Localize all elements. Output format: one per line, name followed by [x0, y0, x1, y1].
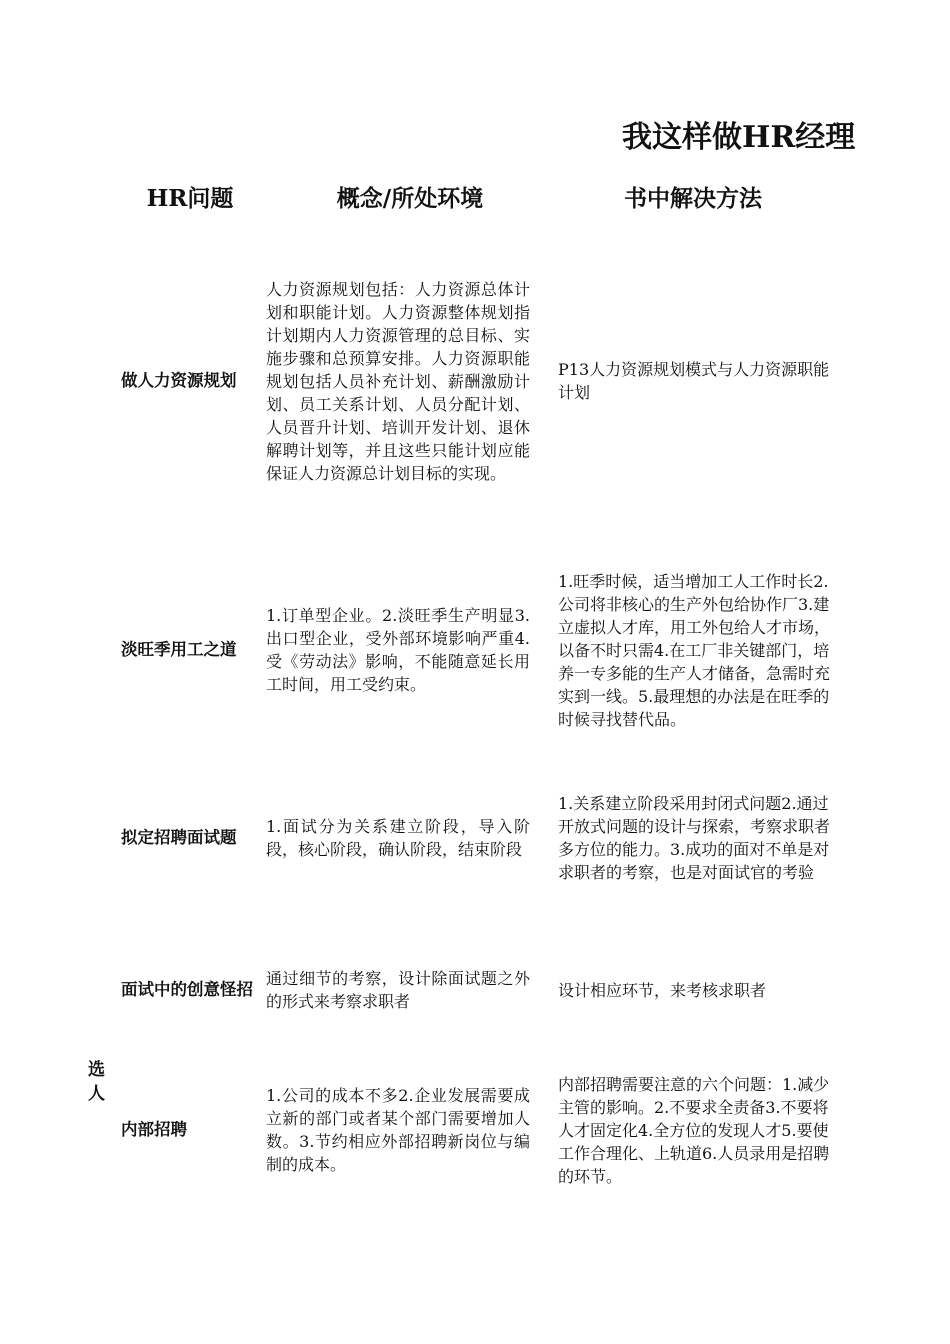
solution-cell: P13人力资源规划模式与人力资源职能计划: [558, 360, 830, 402]
solution-cell: 1.关系建立阶段采用封闭式问题2.通过开放式问题的设计与探索，考察求职者多方位的能力。3.成功的面对不单是对求职者的考察，也是对面试官的考验: [558, 794, 831, 882]
solution-cell: 1.旺季时候，适当增加工人工作时长2.公司将非核心的生产外包给协作厂3.建立虚拟人才库，用工外包给人才市场，以备不时只需4.在工厂非关键部门，培养一专多能的生产人才储备，急需时充实到一线。5.最理想的办法是在旺季的时候寻找替代品。: [558, 571, 831, 729]
table-row: [118, 962, 830, 1018]
column-header-hr-issue: HR问题: [146, 185, 234, 212]
issue-cell: 做人力资源规划: [121, 371, 237, 390]
document-title: 我这样做HR经理: [622, 120, 856, 155]
table-row: [118, 556, 830, 744]
concept-cell: 1.公司的成本不多2.企业发展需要成立新的部门或者某个部门需要增加人数。3.节约相应外部招聘新岗位与编制的成本。: [266, 1086, 530, 1174]
issue-cell: 内部招聘: [121, 1120, 187, 1139]
solution-cell: 设计相应环节，来考核求职者: [558, 980, 767, 1000]
concept-cell: 通过细节的考察，设计除面试题之外的形式来考察求职者: [266, 969, 530, 1011]
solution-cell: 内部招聘需要注意的六个问题：1.减少主管的影响。2.不要求全责备3.不要将人才固定化4.全方位的发现人才5.要使工作合理化、上轨道6.人员录用是招聘的环节。: [558, 1074, 830, 1186]
table-row: [118, 778, 830, 898]
table-row: [118, 252, 830, 510]
column-header-concept: 概念/所处环境: [336, 185, 484, 212]
concept-cell: 人力资源规划包括：人力资源总体计划和职能计划。人力资源整体规划指计划期内人力资源管理的总目标、实施步骤和总预算安排。人力资源职能规划包括人员补充计划、薪酬激励计划、员工关系计划、人员分配计划、人员晋升计划、培训开发计划、退休解聘计划等，并且这些只能计划应能保证人力资源总计划目标的实现。: [266, 279, 530, 483]
concept-cell: 1.面试分为关系建立阶段，导入阶段，核心阶段，确认阶段，结束阶段: [266, 817, 530, 859]
issue-cell: 拟定招聘面试题: [121, 828, 237, 847]
issue-cell: 面试中的创意怪招: [121, 980, 253, 999]
column-header-solution: 书中解决方法: [624, 185, 762, 212]
concept-cell: 1.订单型企业。2.淡旺季生产明显3.出口型企业，受外部环境影响严重4.受《劳动法》影响，不能随意延长用工时间，用工受约束。: [266, 606, 530, 694]
table-row: [118, 1056, 830, 1204]
issue-cell: 淡旺季用工之道: [121, 640, 237, 659]
section-label: 选人: [88, 1060, 105, 1104]
